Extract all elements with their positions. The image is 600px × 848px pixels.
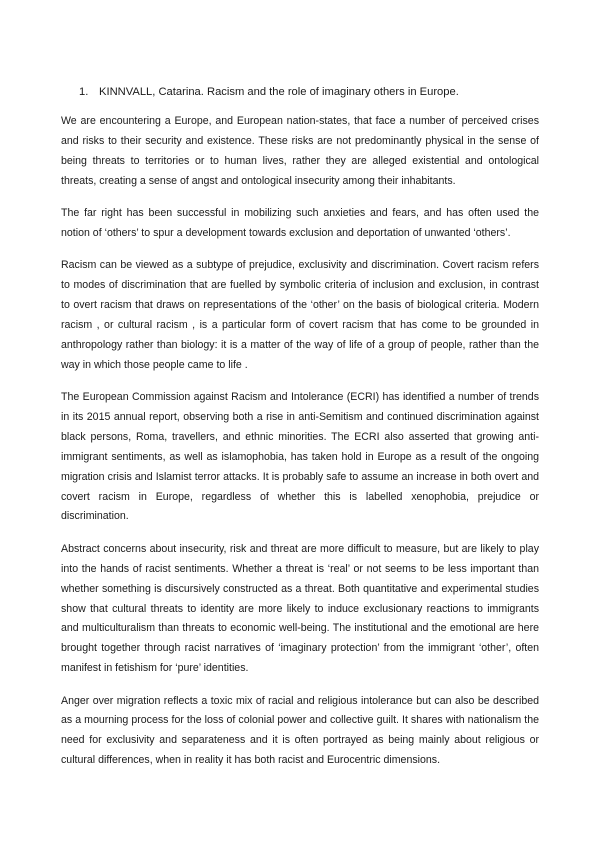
paragraph-3: Racism can be viewed as a subtype of prejudice, exclusivity and discrimination. Covert racism refers to modes of discrimination that are fuelled by symbolic criteria of inclusion and exclusion, in contrast to overt racism that draws on representations of the ‘other’ on the basis of biological criteria. Modern racism , or cultural racism , is a particular form of covert racism that has come to be grounded in anthropology rather than biology: it is a matter of the way of life of a group of people, rather than the way in which those people came to life .: [61, 259, 539, 371]
paragraph-4: The European Commission against Racism and Intolerance (ECRI) has identified a number of trends in its 2015 annual report, observing both a rise in anti-Semitism and continued discrimination against black persons, Roma, travellers, and ethnic minorities. The ECRI also asserted that growing anti-immigrant sentiments, as well as islamophobia, has taken hold in Europe as a result of the ongoing migration crisis and Islamist terror attacks. It is probably safe to assume an increase in both overt and covert racism in Europe, regardless of whether this is labelled xenophobia, prejudice or discrimination.: [61, 391, 539, 523]
reference-title: KINNVALL, Catarina. Racism and the role of imaginary others in Europe.: [99, 86, 459, 98]
paragraph-6: Anger over migration reflects a toxic mix of racial and religious intolerance but can also be described as a mourning process for the loss of colonial power and collective guilt. It shares with nationalism the need for exclusivity and separateness and it is often portrayed as being mainly about religious or cultural differences, when in reality it has both racist and Eurocentric dimensions.: [61, 694, 539, 767]
list-number: 1.: [79, 86, 89, 98]
reference-heading: [79, 85, 519, 99]
paragraph-2: The far right has been successful in mobilizing such anxieties and fears, and has often used the notion of ‘others’ to spur a development towards exclusion and deportation of unwanted ‘others’.: [61, 207, 539, 239]
paragraph-1: We are encountering a Europe, and European nation-states, that face a number of perceived crises and risks to their security and existence. These risks are not predominantly physical in the sense of being threats to territories or to human lives, rather they are alleged existential and ontological threats, creating a sense of angst and ontological insecurity among their inhabitants.: [61, 115, 539, 187]
paragraph-5: Abstract concerns about insecurity, risk and threat are more difficult to measure, but are likely to play into the hands of racist sentiments. Whether a threat is ‘real’ or not seems to be less important than whether something is discursively constructed as a threat. Both quantitative and experimental studies show that cultural threats to identity are more likely to induce exclusionary reactions to immigrants and multiculturalism than threats to economic well-being. The institutional and the emotional are here brought together through racist narratives of ‘imaginary protection’ from the immigrant ‘other’, often manifest in fetishism for ‘pure’ identities.: [61, 542, 539, 675]
body-text: [61, 112, 539, 784]
